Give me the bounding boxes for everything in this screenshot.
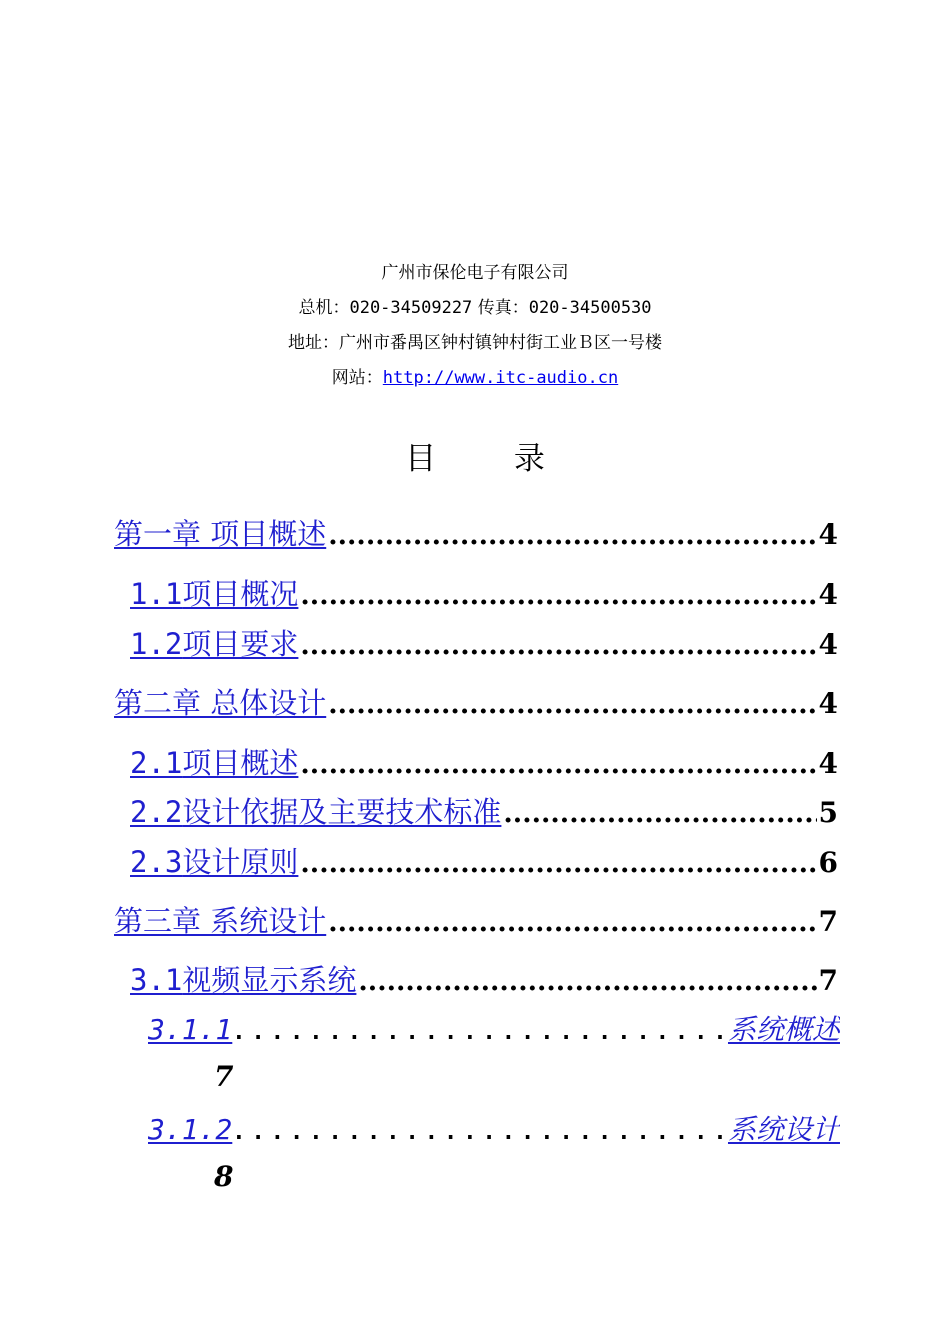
company-header [0, 256, 950, 396]
toc-entry-number[interactable]: 1.1 [130, 577, 183, 611]
toc-entry-label[interactable]: 第三章 系统设计 [114, 904, 327, 938]
fax-label: 传真： [477, 298, 529, 318]
dot-leader [328, 907, 816, 938]
toc-page-number-3-1-1: 7 [214, 1060, 234, 1093]
toc-page-number: 4 [818, 687, 838, 720]
toc-entry-label[interactable]: 设计依据及主要技术标准 [182, 795, 502, 829]
toc-entry-number[interactable]: 2.2 [130, 795, 183, 829]
phone-number: 020-34509227 [349, 298, 473, 318]
toc-entry-label[interactable]: 项目概况 [182, 577, 299, 611]
toc-entry-3-1-1[interactable] [148, 1008, 840, 1048]
website-label: 网站： [331, 368, 383, 388]
toc-entry-1-2[interactable] [130, 622, 838, 663]
toc-entry-2-2[interactable] [130, 790, 838, 831]
contact-line [0, 291, 950, 326]
dot-leader [358, 966, 816, 997]
dot-leader [232, 1120, 728, 1145]
toc-entry-number[interactable]: 2.3 [130, 845, 183, 879]
address-line: 地址：广州市番禺区钟村镇钟村街工业Ｂ区一号楼 [288, 333, 662, 353]
toc-title: 目 录 [405, 441, 579, 477]
toc-entry-number[interactable]: 1.2 [130, 627, 183, 661]
dot-leader [232, 1020, 728, 1045]
toc-page-number: 4 [818, 578, 838, 611]
dot-leader [328, 520, 816, 551]
toc-entry-number[interactable]: 2.1 [130, 746, 183, 780]
dot-leader [300, 580, 816, 611]
website-link[interactable]: http://www.itc-audio.cn [382, 368, 619, 388]
toc-page-number: 7 [818, 905, 838, 938]
toc-entry-label[interactable]: 设计原则 [182, 845, 299, 879]
toc-entry-2-3[interactable] [130, 840, 838, 881]
toc-page-number: 7 [818, 964, 838, 997]
dot-leader [503, 798, 816, 829]
toc-page-number-3-1-2: 8 [214, 1160, 234, 1193]
toc-entry-label[interactable]: 项目要求 [182, 627, 299, 661]
toc-entry-chapter-1[interactable] [114, 512, 838, 553]
toc-page-number: 4 [818, 747, 838, 780]
toc-page-number: 4 [818, 628, 838, 661]
toc-entry-number[interactable]: 3.1.2 [148, 1113, 233, 1146]
toc-entry-label[interactable]: 系统设计 [727, 1113, 840, 1146]
dot-leader [328, 689, 816, 720]
toc-entry-label[interactable]: 视频显示系统 [182, 963, 357, 997]
fax-number: 020-34500530 [528, 298, 652, 318]
toc-entry-3-1-2[interactable] [148, 1108, 840, 1148]
dot-leader [300, 630, 816, 661]
toc-entry-label[interactable]: 第二章 总体设计 [114, 686, 327, 720]
toc-page-number: 6 [818, 846, 838, 879]
website-line [0, 361, 950, 396]
toc-entry-chapter-3[interactable] [114, 899, 838, 940]
dot-leader [300, 848, 816, 879]
toc-entry-3-1[interactable] [130, 958, 838, 999]
toc-entry-number[interactable]: 3.1 [130, 963, 183, 997]
toc-page-number: 5 [818, 796, 838, 829]
toc-page-number: 4 [818, 518, 838, 551]
toc-entry-label[interactable]: 第一章 项目概述 [114, 517, 327, 551]
toc-entry-chapter-2[interactable] [114, 681, 838, 722]
toc-entry-2-1[interactable] [130, 741, 838, 782]
phone-label: 总机： [298, 298, 350, 318]
dot-leader [300, 749, 816, 780]
company-name: 广州市保伦电子有限公司 [381, 263, 569, 283]
toc-entry-label[interactable]: 系统概述 [727, 1013, 840, 1046]
toc-entry-label[interactable]: 项目概述 [182, 746, 299, 780]
toc-entry-number[interactable]: 3.1.1 [148, 1013, 233, 1046]
toc-entry-1-1[interactable] [130, 572, 838, 613]
